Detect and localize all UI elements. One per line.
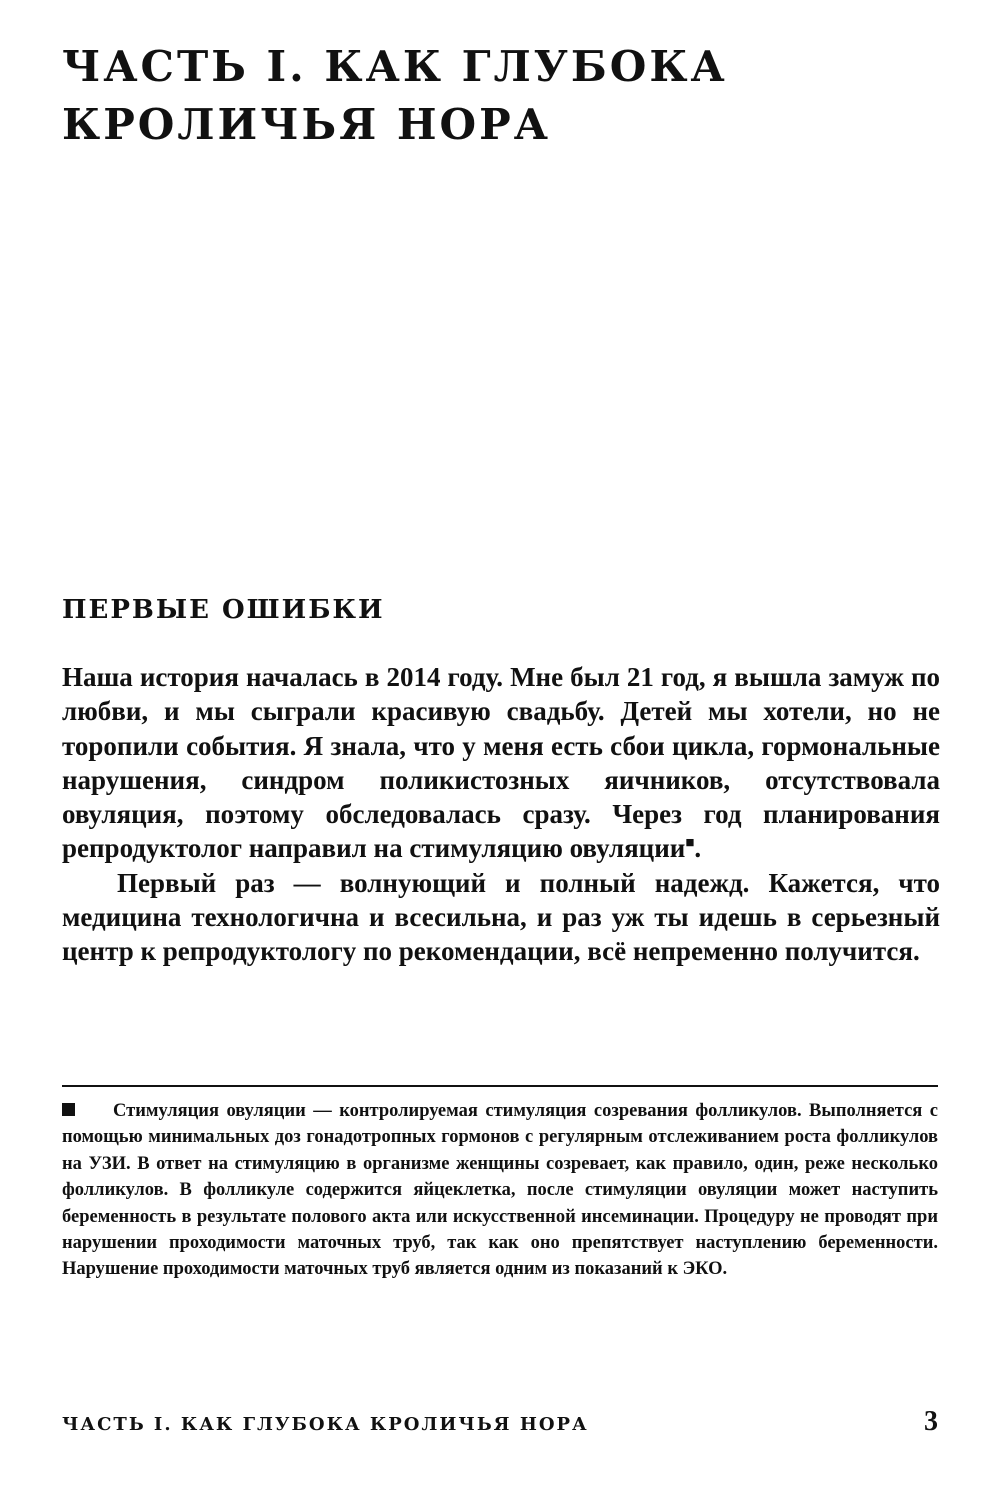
- part-title: [62, 38, 942, 154]
- footnote-divider: [62, 1085, 938, 1087]
- page-number: 3: [924, 1406, 938, 1437]
- running-footer-title: ЧАСТЬ I. КАК ГЛУБОКА КРОЛИЧЬЯ НОРА: [62, 1414, 589, 1435]
- footnote-text: Стимуляция овуляции — контролируемая стимуляция созревания фолликулов. Выполняется с помощью минимальных доз гонадотропных гормонов с регулярным отслеживанием роста фолликулов на УЗИ. В ответ на стимуляцию в организме женщины созревает, как правило, один, реже несколько фолликулов. В фолликуле содержится яйцеклетка, после стимуляции овуляции может наступить беременность в результате полового акта или искусственной инсеминации. Процедуру не проводят при нарушении проходимости маточных труб, так как оно препятствует наступлению беременности. Нарушение проходимости маточных труб является одним из показаний к ЭКО.: [62, 1101, 938, 1280]
- body-paragraph-1: [62, 660, 940, 866]
- part-title-line-1: ЧАСТЬ I. КАК ГЛУБОКА: [62, 42, 728, 91]
- footnote-reference: ■: [685, 835, 695, 852]
- footnote-marker-icon: [62, 1103, 75, 1116]
- part-title-line-2: КРОЛИЧЬЯ НОРА: [62, 100, 551, 149]
- body-paragraph-1-end: .: [694, 833, 702, 864]
- section-title: ПЕРВЫЕ ОШИБКИ: [62, 595, 385, 625]
- footnote: [62, 1098, 938, 1283]
- body-text: [62, 660, 940, 969]
- body-paragraph-2: Первый раз — волнующий и полный надежд. Кажется, что медицина технологична и всесильна, и раз уж ты идешь в серьезный центр к репродуктологу по рекомендации, всё непременно получится.: [62, 867, 940, 967]
- body-paragraph-1-text: Наша история началась в 2014 году. Мне был 21 год, я вышла замуж по любви, и мы сыграли красивую свадьбу. Детей мы хотели, но не торопили события. Я знала, что у меня есть сбои цикла, гормональные нарушения, синдром поликистозных яичников, отсутствовала овуляция, поэтому обследовалась сразу. Через год планирования репродуктолог направил на стимуляцию овуляции: [62, 662, 940, 864]
